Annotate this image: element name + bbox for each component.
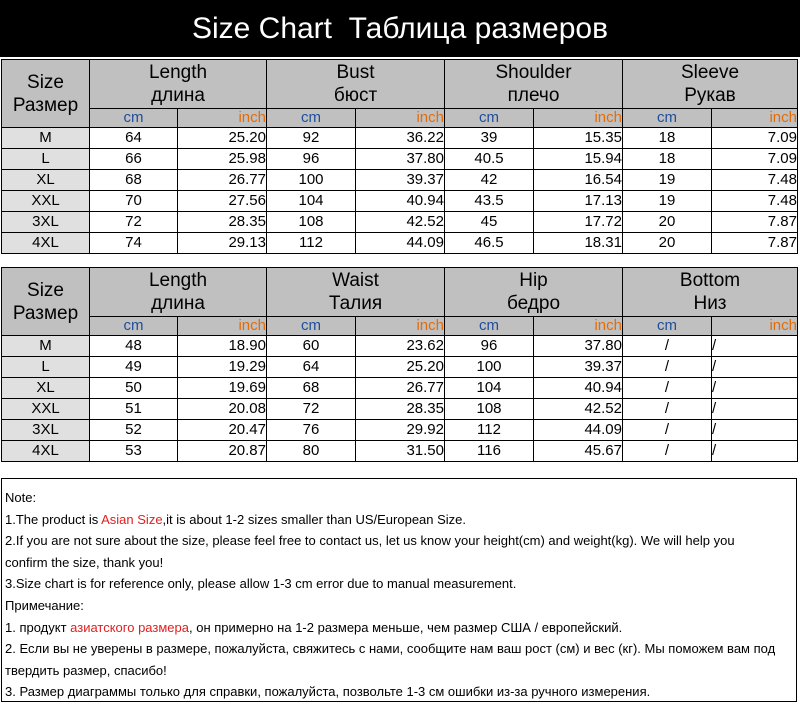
value-cell: / <box>712 399 798 420</box>
note-label: Note: <box>5 490 37 505</box>
value-cell: 18 <box>623 149 712 170</box>
value-cell: / <box>712 441 798 462</box>
unit-cm-label: cm <box>445 317 534 336</box>
value-cell: 29.13 <box>178 233 267 254</box>
table-row <box>2 212 798 233</box>
value-cell: 40.94 <box>356 191 445 212</box>
note-ru-1: 1. продукт азиатского размера, он примерно на 1-2 размера меньше, чем размер США / европейский. <box>5 619 623 635</box>
value-cell: 72 <box>267 399 356 420</box>
note-en-2a: 2.If you are not sure about the size, please feel free to contact us, let us know your height(cm) and weight(kg). We will help you <box>5 533 735 549</box>
value-cell: 17.13 <box>534 191 623 212</box>
value-cell: 112 <box>445 420 534 441</box>
value-cell: 19 <box>623 170 712 191</box>
note-en-2b: confirm the size, thank you! <box>5 554 164 570</box>
value-cell: 25.20 <box>356 357 445 378</box>
table-row <box>2 233 798 254</box>
size-cell: XL <box>2 170 90 191</box>
value-cell: 96 <box>445 336 534 357</box>
table-row <box>2 378 798 399</box>
size-table-top <box>1 59 798 254</box>
unit-cm-label: cm <box>90 317 178 336</box>
value-cell: 31.50 <box>356 441 445 462</box>
value-cell: 66 <box>90 149 178 170</box>
size-cell: 4XL <box>2 233 90 254</box>
value-cell: 7.48 <box>712 170 798 191</box>
value-cell: 74 <box>90 233 178 254</box>
value-cell: 104 <box>267 191 356 212</box>
value-cell: 96 <box>267 149 356 170</box>
value-cell: 23.62 <box>356 336 445 357</box>
value-cell: / <box>623 357 712 378</box>
size-cell: L <box>2 149 90 170</box>
unit-inch-label: inch <box>356 317 445 336</box>
value-cell: 18 <box>623 128 712 149</box>
table-row <box>2 357 798 378</box>
value-cell: 108 <box>445 399 534 420</box>
value-cell: 45.67 <box>534 441 623 462</box>
note-en-3: 3.Size chart is for reference only, please allow 1-3 cm error due to manual measurement. <box>5 576 517 592</box>
unit-inch-label: inch <box>356 109 445 128</box>
value-cell: 7.09 <box>712 128 798 149</box>
value-cell: 44.09 <box>534 420 623 441</box>
value-cell: 29.92 <box>356 420 445 441</box>
table-row <box>2 441 798 462</box>
measure-header: Length длина <box>90 268 267 317</box>
asian-size-highlight: Asian Size <box>101 511 163 527</box>
value-cell: 27.56 <box>178 191 267 212</box>
unit-inch-label: inch <box>712 317 798 336</box>
value-cell: / <box>623 336 712 357</box>
unit-cm-label: cm <box>623 317 712 336</box>
value-cell: 50 <box>90 378 178 399</box>
table-row <box>2 191 798 212</box>
value-cell: 45 <box>445 212 534 233</box>
value-cell: / <box>623 399 712 420</box>
value-cell: 28.35 <box>178 212 267 233</box>
value-cell: 49 <box>90 357 178 378</box>
measure-header: Hip бедро <box>445 268 623 317</box>
value-cell: 92 <box>267 128 356 149</box>
value-cell: 39.37 <box>356 170 445 191</box>
value-cell: 18.90 <box>178 336 267 357</box>
size-cell: 3XL <box>2 420 90 441</box>
value-cell: 64 <box>267 357 356 378</box>
unit-cm-label: cm <box>267 109 356 128</box>
value-cell: 42.52 <box>356 212 445 233</box>
value-cell: 7.09 <box>712 149 798 170</box>
value-cell: 53 <box>90 441 178 462</box>
size-cell: XXL <box>2 399 90 420</box>
value-cell: 16.54 <box>534 170 623 191</box>
value-cell: 20.87 <box>178 441 267 462</box>
size-cell: M <box>2 128 90 149</box>
size-cell: XXL <box>2 191 90 212</box>
value-cell: 7.48 <box>712 191 798 212</box>
unit-cm-label: cm <box>90 109 178 128</box>
value-cell: 72 <box>90 212 178 233</box>
note-ru-label: Примечание: <box>5 597 84 613</box>
measure-header: Length длина <box>90 60 267 109</box>
value-cell: 37.80 <box>356 149 445 170</box>
value-cell: 100 <box>267 170 356 191</box>
table-row <box>2 170 798 191</box>
table-row <box>2 128 798 149</box>
size-cell: 4XL <box>2 441 90 462</box>
note-ru-2b: твердить размер, спасибо! <box>5 662 167 678</box>
value-cell: 64 <box>90 128 178 149</box>
value-cell: 19.29 <box>178 357 267 378</box>
unit-inch-label: inch <box>712 109 798 128</box>
note-ru-2a: 2. Если вы не уверены в размере, пожалуйста, свяжитесь с нами, сообщите нам ваш рост (см) и вес (кг). Мы поможем вам под <box>5 641 776 657</box>
value-cell: 60 <box>267 336 356 357</box>
size-cell: XL <box>2 378 90 399</box>
value-cell: 15.94 <box>534 149 623 170</box>
value-cell: 25.98 <box>178 149 267 170</box>
value-cell: 44.09 <box>356 233 445 254</box>
measure-header: Bottom Низ <box>623 268 798 317</box>
value-cell: 80 <box>267 441 356 462</box>
value-cell: 42 <box>445 170 534 191</box>
unit-inch-label: inch <box>534 317 623 336</box>
value-cell: 26.77 <box>356 378 445 399</box>
value-cell: / <box>623 441 712 462</box>
unit-cm-label: cm <box>267 317 356 336</box>
value-cell: 19.69 <box>178 378 267 399</box>
value-cell: 39.37 <box>534 357 623 378</box>
value-cell: 18.31 <box>534 233 623 254</box>
unit-inch-label: inch <box>178 317 267 336</box>
value-cell: 116 <box>445 441 534 462</box>
value-cell: 48 <box>90 336 178 357</box>
value-cell: 100 <box>445 357 534 378</box>
value-cell: 68 <box>90 170 178 191</box>
value-cell: / <box>712 420 798 441</box>
page-title: Size Chart Таблица размеров <box>0 0 800 57</box>
measure-header: Shoulder плечо <box>445 60 623 109</box>
size-cell: L <box>2 357 90 378</box>
asian-size-highlight-ru: азиатского размера <box>70 619 189 635</box>
value-cell: 28.35 <box>356 399 445 420</box>
value-cell: 40.94 <box>534 378 623 399</box>
size-header: Size Размер <box>2 268 90 336</box>
note-en-1: 1.The product is Asian Size,it is about 1-2 sizes smaller than US/European Size. <box>5 511 467 527</box>
value-cell: 108 <box>267 212 356 233</box>
value-cell: 46.5 <box>445 233 534 254</box>
value-cell: 42.52 <box>534 399 623 420</box>
unit-cm-label: cm <box>445 109 534 128</box>
value-cell: 36.22 <box>356 128 445 149</box>
size-table-bottom <box>1 267 798 462</box>
value-cell: 68 <box>267 378 356 399</box>
value-cell: 26.77 <box>178 170 267 191</box>
value-cell: 51 <box>90 399 178 420</box>
unit-inch-label: inch <box>178 109 267 128</box>
value-cell: 112 <box>267 233 356 254</box>
value-cell: 15.35 <box>534 128 623 149</box>
value-cell: 76 <box>267 420 356 441</box>
value-cell: / <box>623 420 712 441</box>
unit-cm-label: cm <box>623 109 712 128</box>
note-ru-3: 3. Размер диаграммы только для справки, пожалуйста, позвольте 1-3 см ошибки из-за ручного измерения. <box>5 684 651 700</box>
value-cell: 40.5 <box>445 149 534 170</box>
measure-header: Sleeve Рукав <box>623 60 798 109</box>
value-cell: 104 <box>445 378 534 399</box>
value-cell: 7.87 <box>712 233 798 254</box>
value-cell: 25.20 <box>178 128 267 149</box>
value-cell: / <box>712 336 798 357</box>
value-cell: 7.87 <box>712 212 798 233</box>
size-cell: M <box>2 336 90 357</box>
value-cell: 20 <box>623 233 712 254</box>
value-cell: 70 <box>90 191 178 212</box>
value-cell: 20.08 <box>178 399 267 420</box>
table-row <box>2 336 798 357</box>
size-header: Size Размер <box>2 60 90 128</box>
size-cell: 3XL <box>2 212 90 233</box>
value-cell: 52 <box>90 420 178 441</box>
table-row <box>2 399 798 420</box>
value-cell: 37.80 <box>534 336 623 357</box>
value-cell: / <box>623 378 712 399</box>
value-cell: 20.47 <box>178 420 267 441</box>
value-cell: 19 <box>623 191 712 212</box>
measure-header: Bust бюст <box>267 60 445 109</box>
table-row <box>2 420 798 441</box>
table-row <box>2 149 798 170</box>
value-cell: 43.5 <box>445 191 534 212</box>
value-cell: 20 <box>623 212 712 233</box>
value-cell: 39 <box>445 128 534 149</box>
unit-inch-label: inch <box>534 109 623 128</box>
measure-header: Waist Талия <box>267 268 445 317</box>
value-cell: / <box>712 378 798 399</box>
value-cell: 17.72 <box>534 212 623 233</box>
notes-section <box>1 478 797 702</box>
value-cell: / <box>712 357 798 378</box>
